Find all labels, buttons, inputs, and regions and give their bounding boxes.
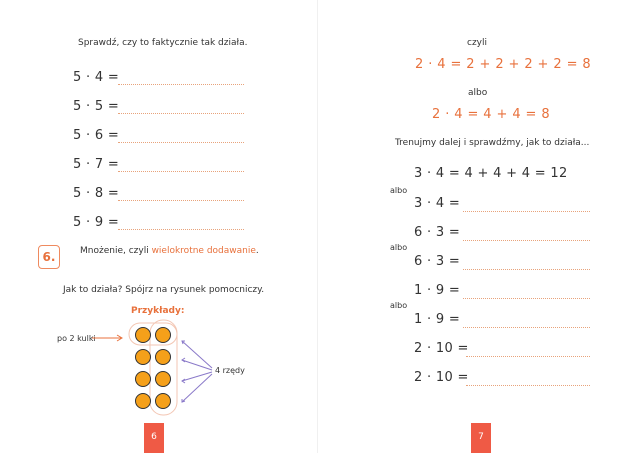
ball bbox=[136, 350, 151, 365]
task-line-4[interactable] bbox=[463, 298, 590, 299]
balls-diagram bbox=[0, 0, 317, 453]
task-line-5[interactable] bbox=[463, 327, 590, 328]
task-5: 1 · 9 = bbox=[414, 312, 461, 327]
ball bbox=[136, 372, 151, 387]
section-title-highlight: wielokrotne dodawanie bbox=[151, 246, 256, 256]
right-page bbox=[318, 0, 635, 453]
czyli-label: czyli bbox=[467, 38, 487, 48]
exercise-1: 5 · 4 = bbox=[73, 70, 120, 85]
section-number-badge: 6. bbox=[38, 245, 60, 269]
task-6: 2 · 10 = bbox=[414, 341, 469, 356]
ball bbox=[156, 350, 171, 365]
albo-label-3: albo bbox=[390, 301, 408, 310]
exercise-2: 5 · 5 = bbox=[73, 99, 120, 114]
task-1: 3 · 4 = bbox=[414, 196, 461, 211]
task-7: 2 · 10 = bbox=[414, 370, 469, 385]
exercise-6: 5 · 9 = bbox=[73, 215, 120, 230]
section-title-plain: Mnożenie, czyli bbox=[80, 246, 152, 256]
ball bbox=[156, 394, 171, 409]
equation-short: 2 · 4 = 4 + 4 = 8 bbox=[432, 107, 551, 122]
exercise-4: 5 · 7 = bbox=[73, 157, 120, 172]
label-pairs: po 2 kulki bbox=[57, 334, 96, 343]
albo-label-1: albo bbox=[390, 186, 408, 195]
exercise-3: 5 · 6 = bbox=[73, 128, 120, 143]
ball bbox=[136, 394, 151, 409]
task-line-2[interactable] bbox=[463, 240, 590, 241]
exercise-5: 5 · 8 = bbox=[73, 186, 120, 201]
albo-label-2: albo bbox=[390, 243, 408, 252]
task-line-3[interactable] bbox=[463, 269, 590, 270]
label-rows: 4 rzędy bbox=[215, 366, 245, 375]
page-number: 7 bbox=[471, 423, 491, 453]
question-text: Jak to działa? Spójrz na rysunek pomocniczy. bbox=[63, 285, 265, 295]
task-2: 6 · 3 = bbox=[414, 225, 461, 240]
page-number: 6 bbox=[144, 423, 164, 453]
example-equation: 3 · 4 = 4 + 4 + 4 = 12 bbox=[414, 166, 568, 181]
examples-label: Przykłady: bbox=[131, 306, 185, 316]
ball bbox=[136, 328, 151, 343]
albo-label: albo bbox=[468, 88, 488, 98]
section-title-end: . bbox=[255, 246, 259, 256]
task-3: 6 · 3 = bbox=[414, 254, 461, 269]
task-line-7[interactable] bbox=[466, 385, 590, 386]
task-line-6[interactable] bbox=[466, 356, 590, 357]
ball bbox=[156, 328, 171, 343]
task-line-1[interactable] bbox=[463, 211, 590, 212]
ball bbox=[156, 372, 171, 387]
instruction-text: Sprawdź, czy to faktycznie tak działa. bbox=[78, 38, 248, 48]
rows-arrows bbox=[182, 341, 212, 402]
equation-repeated-addition: 2 · 4 = 2 + 2 + 2 + 2 = 8 bbox=[415, 57, 592, 72]
task-4: 1 · 9 = bbox=[414, 283, 461, 298]
practice-prompt: Trenujmy dalej i sprawdźmy, jak to działa... bbox=[395, 138, 590, 148]
left-page bbox=[0, 0, 317, 453]
